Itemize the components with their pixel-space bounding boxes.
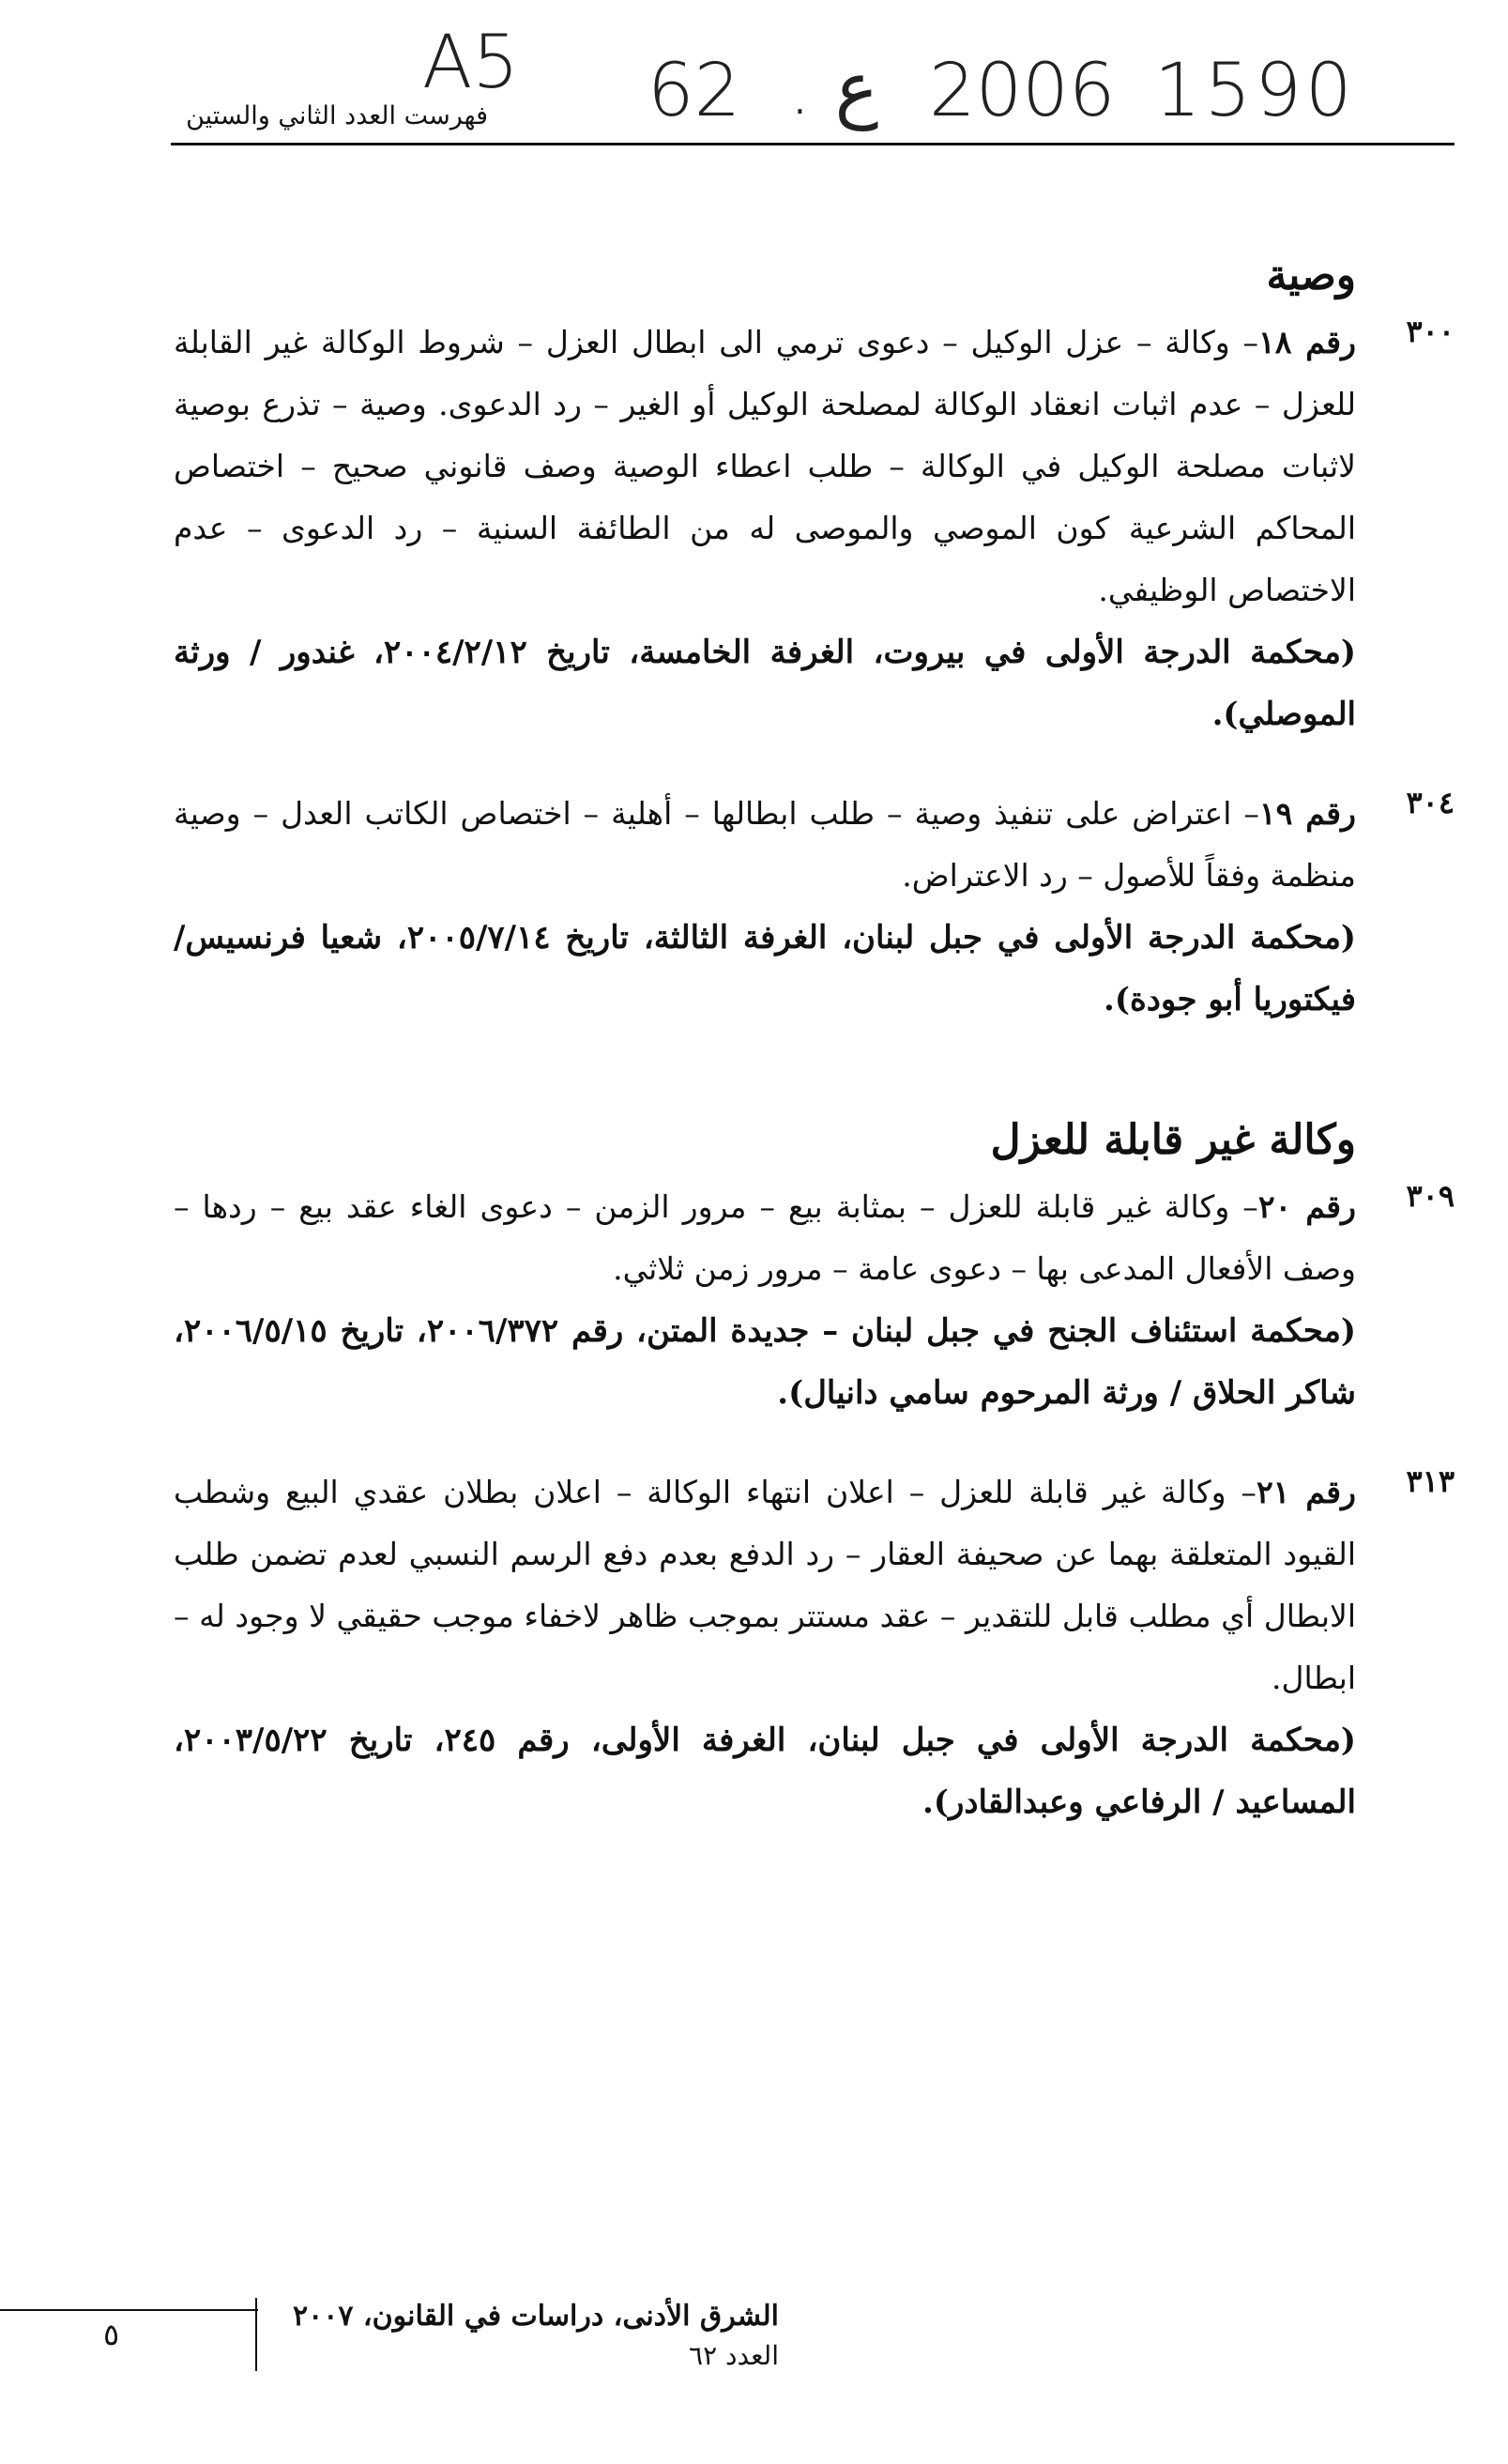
- journal-title: الشرق الأدنى، دراسات في القانون، ٢٠٠٧: [293, 2300, 779, 2333]
- section-spacer: [174, 1068, 1356, 1113]
- index-entry: [174, 312, 1455, 745]
- court-citation: (محكمة الدرجة الأولى في جبل لبنان، الغرفة الأولى، رقم ٢٤٥، تاريخ ٢٠٠٣/٥/٢٢، المساعيد / الرفاعي وعبدالقادر).: [174, 1722, 1356, 1822]
- handwritten-letter: . ع: [788, 47, 879, 131]
- court-citation: (محكمة الدرجة الأولى في جبل لبنان، الغرفة الثالثة، تاريخ ٢٠٠٥/٧/١٤، شعيا فرنسيس/فيكتوريا أبو جودة).: [174, 919, 1356, 1019]
- entry-body: [174, 312, 1356, 621]
- footer-rule: [0, 2309, 258, 2311]
- handwritten-issue: 62: [647, 49, 741, 133]
- entry-lead: رقم ١٨: [1258, 324, 1356, 361]
- page-footer: [0, 2290, 1508, 2394]
- entry-text: – وكالة – عزل الوكيل – دعوى ترمي الى ابطال العزل – شروط الوكالة غير القابلة للعزل – عدم اثبات انعقاد الوكالة لمصلحة الوكيل أو الغير – رد الدعوى. وصية – تذرع بوصية لاثبات مصلحة الوكيل في الوكالة – طلب اعطاء الوصية وصف قانوني صحيح – اختصاص المحاكم الشرعية كون الموصي والموصى له من الطائفة السنية – رد الدعوى – عدم الاختصاص الوظيفي.: [174, 324, 1356, 609]
- entry-lead: رقم ١٩: [1258, 795, 1356, 833]
- index-entry: [174, 783, 1455, 1031]
- journal-info: [272, 2296, 779, 2375]
- entry-text: – اعتراض على تنفيذ وصية – طلب ابطالها – أهلية – اختصاص الكاتب العدل – وصية منظمة وفقاً للأصول – رد الاعتراض.: [174, 795, 1356, 895]
- entry-number: ٣١٣: [1406, 1463, 1455, 1500]
- entry-body: [174, 783, 1356, 907]
- page-number: ٥: [103, 2317, 120, 2352]
- entry-body: [174, 1176, 1356, 1300]
- journal-issue: العدد ٦٢: [689, 2340, 779, 2371]
- entry-lead: رقم ٢١: [1256, 1474, 1356, 1511]
- entry-lead: رقم ٢٠: [1257, 1188, 1356, 1226]
- entry-number: ٣٠٤: [1406, 785, 1455, 821]
- index-entry: [174, 1176, 1455, 1424]
- handwritten-number: 1590: [1154, 49, 1356, 133]
- section-title: وكالة غير قابلة للعزل: [990, 1116, 1356, 1165]
- index-entry: [174, 1462, 1455, 1833]
- index-content: [174, 249, 1455, 1871]
- entry-number: ٣٠٩: [1406, 1178, 1455, 1215]
- entry-text: – وكالة غير قابلة للعزل – بمثابة بيع – مرور الزمن – دعوى الغاء عقد بيع – ردها – وصف الأفعال المدعى بها – دعوى عامة – مرور زمن ثلاثي.: [174, 1188, 1356, 1288]
- handwritten-ref: A5: [422, 21, 519, 105]
- entry-text: – وكالة غير قابلة للعزل – اعلان انتهاء الوكالة – اعلان بطلان عقدي البيع وشطب القيود المتعلقة بهما عن صحيفة العقار – رد الدفع بعدم دفع الرسم النسبي لعدم تضمن طلب الابطال أي مطلب قابل للتقدير – عقد مستتر بموجب ظاهر لاخفاء موجب حقيقي لا وجود له – ابطال.: [174, 1474, 1356, 1697]
- section-title: وصية: [1266, 252, 1356, 299]
- header-rule: [171, 143, 1455, 145]
- handwritten-year: 2006: [929, 49, 1116, 133]
- entry-body: [174, 1462, 1356, 1709]
- entry-number: ٣٠٠: [1406, 314, 1455, 350]
- footer-divider: [255, 2298, 257, 2371]
- court-citation: (محكمة الدرجة الأولى في بيروت، الغرفة الخامسة، تاريخ ٢٠٠٤/٢/١٢، غندور / ورثة الموصلي).: [174, 634, 1356, 734]
- running-head: فهرست العدد الثاني والستين: [186, 101, 488, 130]
- court-citation: (محكمة استئناف الجنح في جبل لبنان – جديدة المتن، رقم ٢٠٠٦/٣٧٢، تاريخ ٢٠٠٦/٥/١٥، شاكر الحلاق / ورثة المرحوم سامي دانيال).: [174, 1312, 1356, 1413]
